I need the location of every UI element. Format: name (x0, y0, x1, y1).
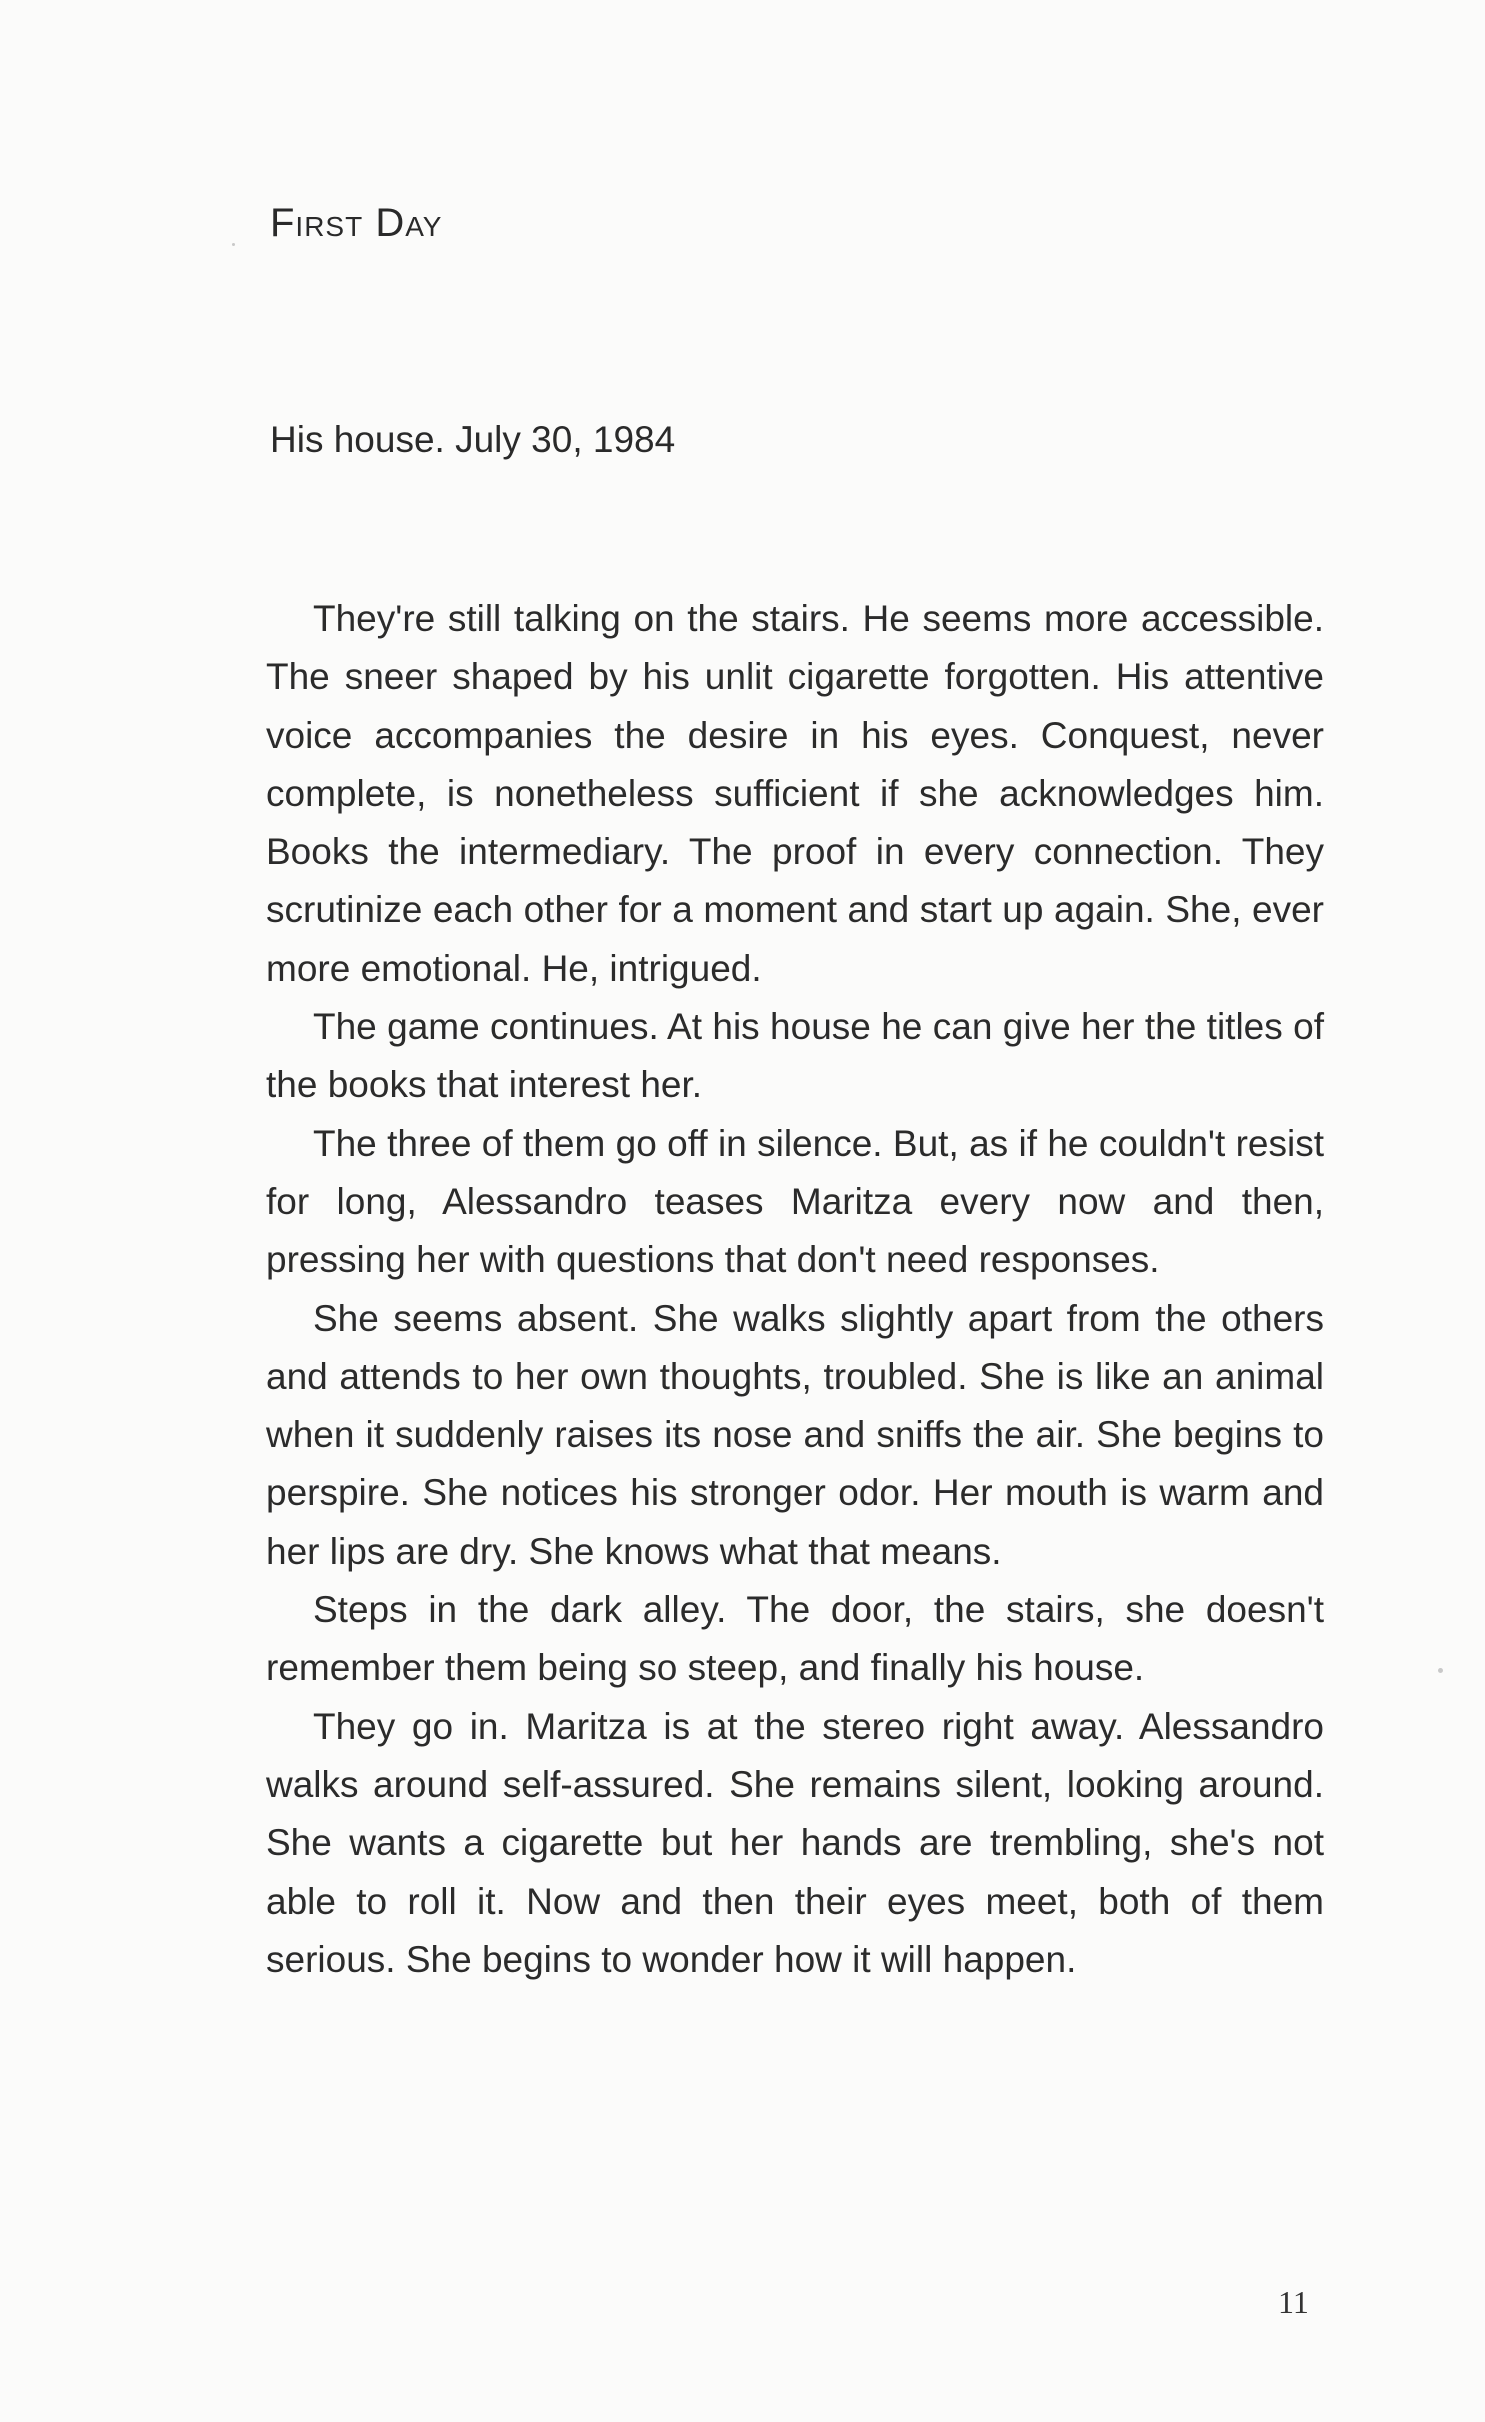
paragraph: She seems absent. She walks slightly apart from the others and attends to her own thoughts, troubled. She is like an animal when it suddenly raises its nose and sniffs the air. She begins to perspire. She notices his stronger odor. Her mouth is warm and her lips are dry. She knows what that means. (266, 1297, 1324, 1572)
body-text (266, 590, 1324, 1989)
paragraph: The game continues. At his house he can give her the titles of the books that interest her. (266, 1006, 1324, 1106)
paragraph: They go in. Maritza is at the stereo right away. Alessandro walks around self-assured. She remains silent, looking around. She wants a cigarette but her hands are trembling, she's not able to roll it. Now and then their eyes meet, both of them serious. She begins to wonder how it will happen. (266, 1705, 1324, 1980)
paragraph: They're still talking on the stairs. He seems more accessible. The sneer shaped by his unlit cigarette forgotten. His attentive voice accompanies the desire in his eyes. Conquest, never complete, is nonetheless sufficient if she acknowledges him. Books the intermediary. The proof in every connection. They scrutinize each other for a moment and start up again. She, ever more emotional. He, intrigued. (266, 598, 1324, 989)
chapter-title: First Day (270, 201, 443, 245)
paragraph: The three of them go off in silence. But, as if he couldn't resist for long, Alessandro teases Maritza every now and then, pressing her with questions that don't need responses. (266, 1122, 1324, 1281)
scan-speck (1438, 1668, 1443, 1673)
dateline: His house. July 30, 1984 (270, 419, 676, 460)
paragraph: Steps in the dark alley. The door, the stairs, she doesn't remember them being so steep, and finally his house. (266, 1589, 1324, 1689)
page-number: 11 (1278, 2284, 1309, 2320)
scan-speck (232, 243, 235, 246)
